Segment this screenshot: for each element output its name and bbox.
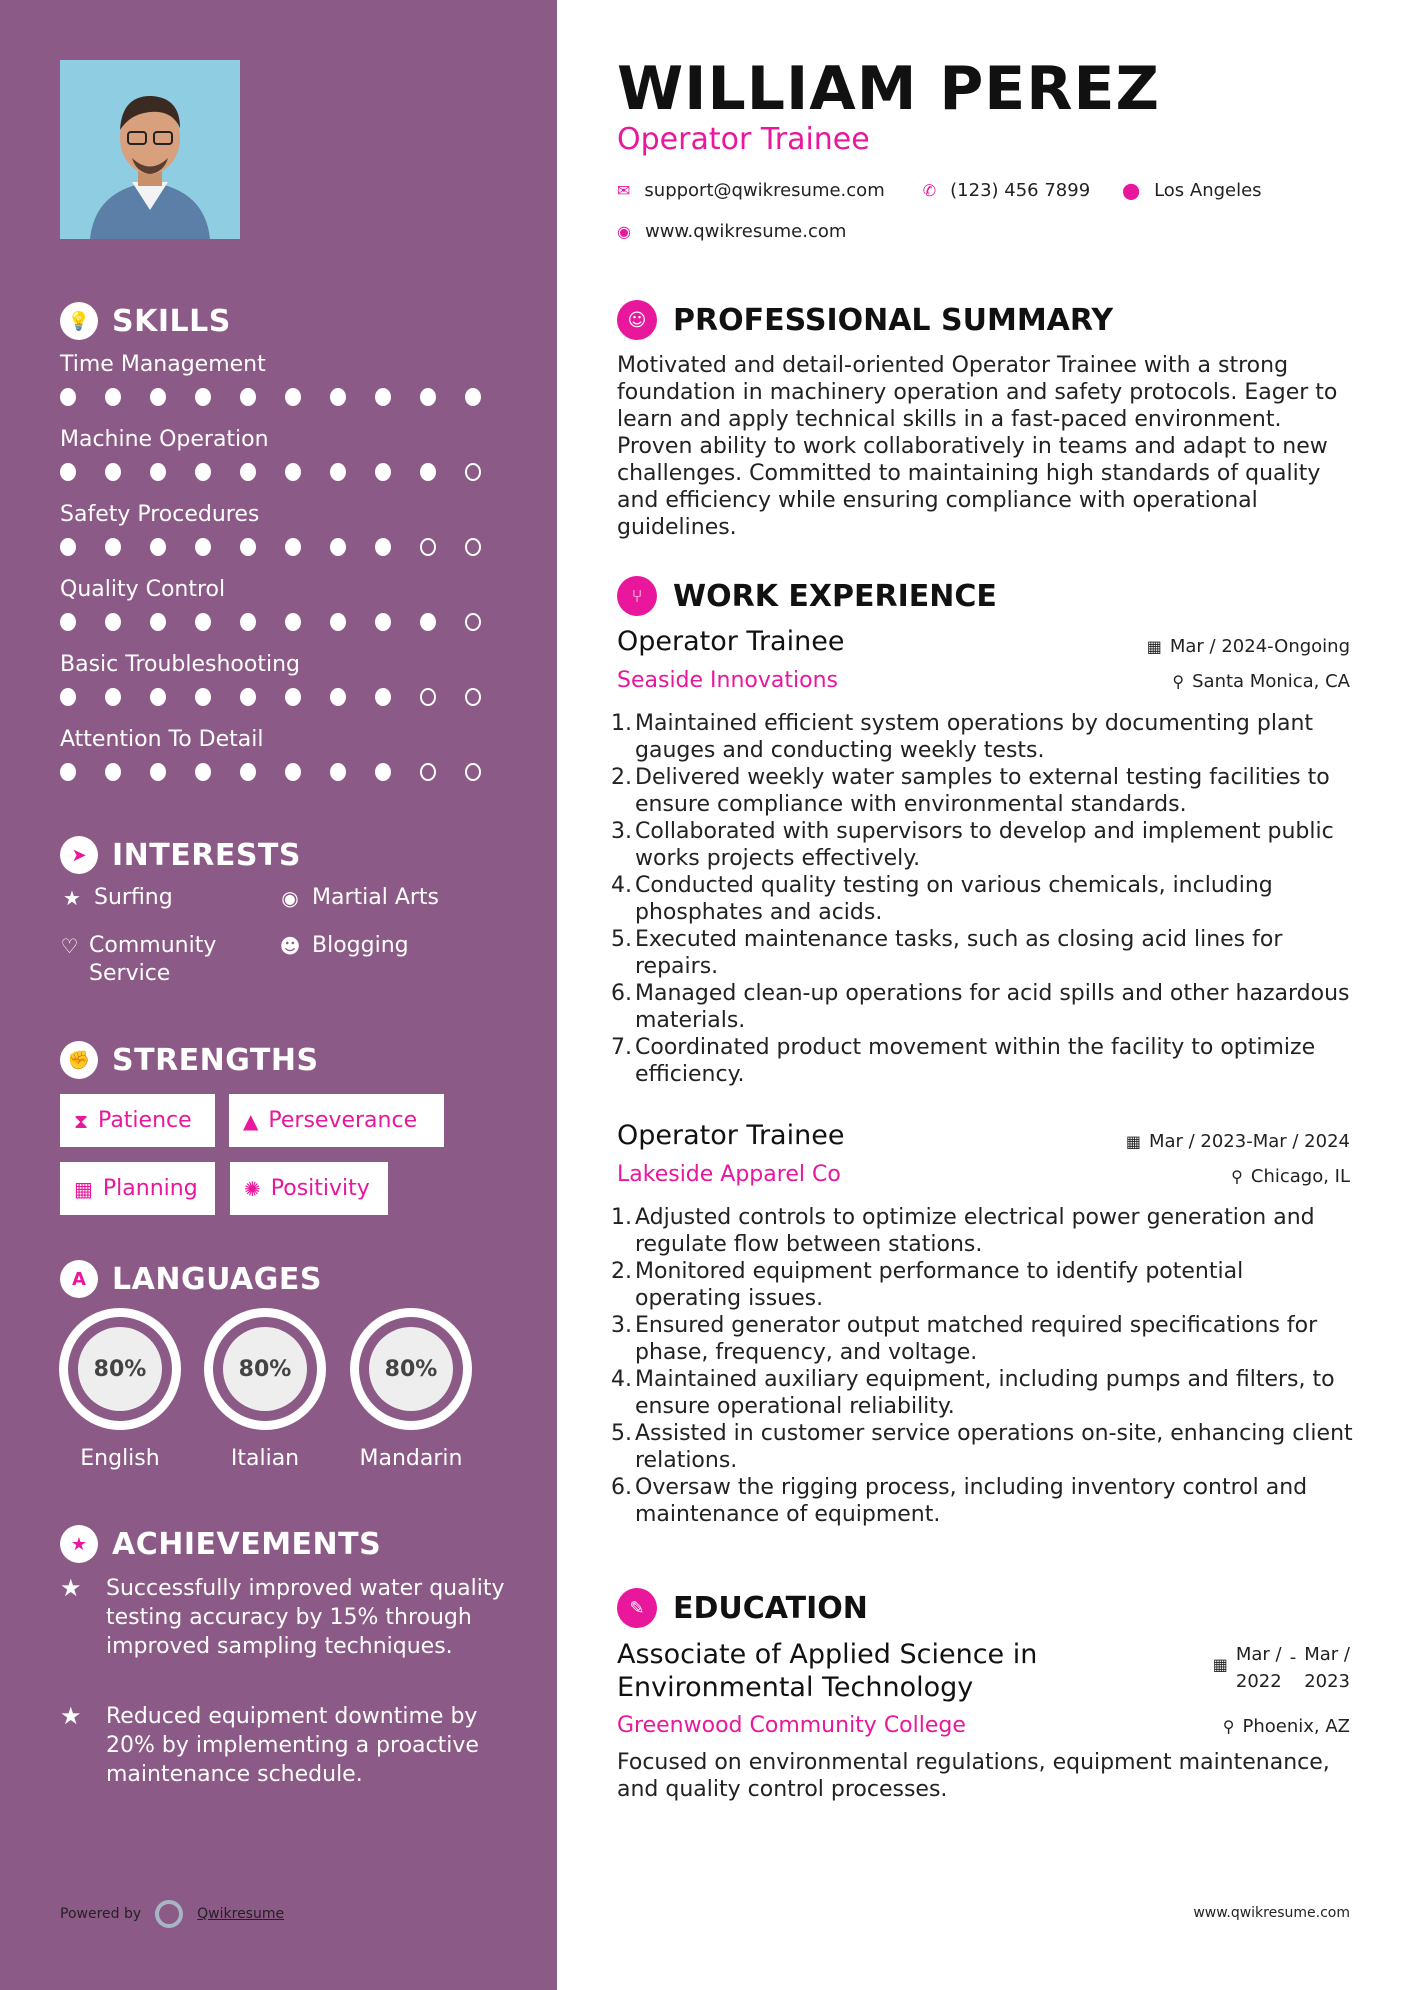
phone-text: (123) 456 7899 <box>950 180 1091 201</box>
qwikresume-link[interactable]: Qwikresume <box>197 1906 285 1922</box>
degree-title: Associate of Applied Science in Environmental Technology <box>617 1639 1038 1703</box>
rating-dot <box>105 388 121 406</box>
list-item: Conducted quality testing on various chemicals, including phosphates and acids. <box>635 873 1273 925</box>
calendar-icon: ▦ <box>1212 1655 1228 1674</box>
rating-dot <box>60 538 76 556</box>
rating-dot <box>195 538 211 556</box>
list-item: Monitored equipment performance to identify potential operating issues. <box>635 1259 1244 1311</box>
job-location: ⚲ Chicago, IL <box>1231 1166 1350 1187</box>
candidate-name: WILLIAM PEREZ <box>617 54 1160 124</box>
list-item: Delivered weekly water samples to external testing facilities to ensure compliance with environmental standards. <box>635 765 1330 817</box>
rating-dot <box>60 613 76 631</box>
list-item: Coordinated product movement within the facility to optimize efficiency. <box>635 1035 1316 1087</box>
job-title: Operator Trainee <box>617 626 845 657</box>
skills-heading: 💡 SKILLS <box>60 302 231 340</box>
rating-dot <box>285 538 301 556</box>
rating-dot <box>285 388 301 406</box>
job-duties <box>635 1204 1355 1528</box>
phone-icon: ✆ <box>922 181 937 200</box>
footer-url[interactable]: www.qwikresume.com <box>1193 1905 1350 1921</box>
user-icon: ☺ <box>617 300 657 340</box>
road-icon: ▲ <box>243 1108 259 1133</box>
rating-dot <box>240 463 256 481</box>
rating-dot <box>330 763 346 781</box>
fist-icon: ✊ <box>60 1041 98 1079</box>
rating-dot <box>330 538 346 556</box>
lightbulb-icon: 💡 <box>60 302 98 340</box>
rating-dot <box>150 763 166 781</box>
calendar-icon: ▦ <box>1146 637 1162 656</box>
qwikresume-logo-icon <box>155 1900 183 1928</box>
rating-dot <box>375 538 391 556</box>
rating-dot <box>150 538 166 556</box>
job-dates: ▦ Mar / 2024-Ongoing <box>1146 636 1350 657</box>
rating-dot <box>285 613 301 631</box>
experience-heading: ⑂ WORK EXPERIENCE <box>617 576 997 616</box>
skill-item <box>60 352 510 406</box>
job-company: Lakeside Apparel Co <box>617 1162 841 1187</box>
language-ring: 80% <box>59 1308 181 1430</box>
language-item: 80% Mandarin <box>350 1308 472 1471</box>
rating-dot <box>465 613 481 631</box>
website-row <box>617 221 846 242</box>
contact-row <box>617 180 1262 201</box>
rating-dot <box>465 388 481 406</box>
rating-dot <box>285 688 301 706</box>
sun-icon: ✺ <box>244 1176 261 1201</box>
skill-rating <box>60 463 510 481</box>
summary-text: Motivated and detail-oriented Operator Trainee with a strong foundation in machinery operation and safety protocols. Eager to learn and apply technical skills in a fast-paced environment. Proven ability to work collaboratively in teams and adapt to new challenges. Committed to maintaining high standards of quality and efficiency while ensuring compliance with operational guidelines. <box>617 353 1338 540</box>
education-location: ⚲ Phoenix, AZ <box>1222 1716 1350 1737</box>
achievements-heading: ★ ACHIEVEMENTS <box>60 1525 381 1563</box>
rating-dot <box>195 463 211 481</box>
strength-tag: ✺ Positivity <box>230 1162 388 1215</box>
skill-item <box>60 727 510 781</box>
interests-heading: ➤ INTERESTS <box>60 836 301 874</box>
handshake-icon: ♡ <box>60 934 79 958</box>
language-icon: A <box>60 1260 98 1298</box>
rating-dot <box>285 463 301 481</box>
rating-dot <box>60 388 76 406</box>
list-item: Assisted in customer service operations on-site, enhancing client relations. <box>635 1421 1353 1473</box>
graduation-icon: ✎ <box>617 1588 657 1628</box>
interest-item: ◉ Martial Arts <box>278 884 439 912</box>
rating-dot <box>105 763 121 781</box>
rating-dot <box>105 613 121 631</box>
strengths-heading: ✊ STRENGTHS <box>60 1041 319 1079</box>
rating-dot <box>195 688 211 706</box>
rating-dot <box>240 538 256 556</box>
shooting-star-icon: ★ <box>60 1702 82 1730</box>
education-heading: ✎ EDUCATION <box>617 1588 868 1628</box>
list-item: Managed clean-up operations for acid spills and other hazardous materials. <box>635 981 1350 1033</box>
rating-dot <box>285 763 301 781</box>
sidebar <box>0 0 557 1990</box>
calendar-icon: ▦ <box>74 1176 93 1201</box>
skill-rating <box>60 388 510 406</box>
rating-dot <box>60 688 76 706</box>
language-ring: 80% <box>350 1308 472 1430</box>
skill-rating <box>60 688 510 706</box>
rating-dot <box>330 463 346 481</box>
users-icon: ☻ <box>279 934 301 958</box>
rating-dot <box>150 688 166 706</box>
job-duties <box>635 710 1355 1088</box>
globe-icon: ◉ <box>617 222 631 241</box>
rating-dot <box>465 463 481 481</box>
strength-tag: ▲ Perseverance <box>229 1094 444 1147</box>
rating-dot <box>420 763 436 781</box>
languages-heading: A LANGUAGES <box>60 1260 322 1298</box>
website-text[interactable]: www.qwikresume.com <box>644 221 847 242</box>
rating-dot <box>375 763 391 781</box>
rating-dot <box>375 463 391 481</box>
list-item: Adjusted controls to optimize electrical power generation and regulate flow between stations. <box>635 1205 1315 1257</box>
rating-dot <box>150 463 166 481</box>
candidate-title: Operator Trainee <box>617 122 870 157</box>
job-dates: ▦ Mar / 2023-Mar / 2024 <box>1125 1131 1350 1152</box>
skill-rating <box>60 763 510 781</box>
job-location: ⚲ Santa Monica, CA <box>1172 671 1350 692</box>
globe-icon: ◉ <box>281 886 299 910</box>
star-badge-icon: ★ <box>60 1525 98 1563</box>
education-dates: ▦ Mar / 2022 - Mar / 2023 <box>1212 1644 1350 1692</box>
skill-name: Machine Operation <box>60 427 269 452</box>
rating-dot <box>150 613 166 631</box>
rating-dot <box>465 763 481 781</box>
rating-dot <box>60 463 76 481</box>
rating-dot <box>240 763 256 781</box>
list-item: Ensured generator output matched required specifications for phase, frequency, and voltage. <box>635 1313 1318 1365</box>
summary-heading: ☺ PROFESSIONAL SUMMARY <box>617 300 1113 340</box>
school-name: Greenwood Community College <box>617 1713 966 1738</box>
education-text: Focused on environmental regulations, equipment maintenance, and quality control processes. <box>617 1750 1330 1802</box>
rating-dot <box>420 688 436 706</box>
location-text: Los Angeles <box>1154 180 1262 201</box>
rating-dot <box>195 388 211 406</box>
achievement-item: ★ Reduced equipment downtime by 20% by implementing a proactive maintenance schedule. <box>60 1702 479 1787</box>
star-icon: ★ <box>63 886 81 910</box>
rating-dot <box>105 538 121 556</box>
language-item: 80% English <box>59 1308 181 1471</box>
pin-icon: ⚲ <box>1172 672 1185 691</box>
chair-icon: ⑂ <box>617 576 657 616</box>
rating-dot <box>375 613 391 631</box>
interest-item: ☻ Blogging <box>279 933 409 958</box>
skill-item <box>60 652 510 706</box>
powered-by: Powered by Qwikresume <box>60 1900 284 1928</box>
interest-item: ★ Surfing <box>60 884 173 912</box>
rating-dot <box>240 688 256 706</box>
list-item: Oversaw the rigging process, including inventory control and maintenance of equipment. <box>635 1475 1308 1527</box>
interest-item: ♡ Community Service <box>60 933 217 986</box>
rating-dot <box>240 613 256 631</box>
paper-plane-icon: ➤ <box>60 836 98 874</box>
job-company: Seaside Innovations <box>617 668 838 693</box>
rating-dot <box>465 688 481 706</box>
rating-dot <box>375 388 391 406</box>
calendar-icon: ▦ <box>1125 1132 1141 1151</box>
achievement-item: ★ Successfully improved water quality testing accuracy by 15% through improved sampling techniques. <box>60 1574 505 1659</box>
skill-rating <box>60 538 510 556</box>
hourglass-icon: ⧗ <box>74 1108 89 1133</box>
rating-dot <box>195 763 211 781</box>
skill-name: Quality Control <box>60 577 226 602</box>
list-item: Maintained efficient system operations by documenting plant gauges and conducting weekly tests. <box>635 711 1314 763</box>
email-icon: ✉ <box>617 181 631 200</box>
skill-rating <box>60 613 510 631</box>
skill-name: Attention To Detail <box>60 727 264 752</box>
rating-dot <box>420 613 436 631</box>
rating-dot <box>420 463 436 481</box>
email-text[interactable]: support@qwikresume.com <box>644 180 885 201</box>
skill-name: Basic Troubleshooting <box>60 652 300 677</box>
rating-dot <box>105 463 121 481</box>
list-item: Executed maintenance tasks, such as closing acid lines for repairs. <box>635 927 1283 979</box>
language-item: 80% Italian <box>204 1308 326 1471</box>
rating-dot <box>330 688 346 706</box>
strength-tag: ▦ Planning <box>60 1162 215 1215</box>
location-pin-icon: ⬤ <box>1122 181 1141 200</box>
skill-name: Safety Procedures <box>60 502 260 527</box>
language-ring: 80% <box>204 1308 326 1430</box>
profile-photo <box>60 60 240 239</box>
job-title: Operator Trainee <box>617 1120 845 1151</box>
rating-dot <box>420 538 436 556</box>
shooting-star-icon: ★ <box>60 1574 82 1602</box>
skill-item <box>60 427 510 481</box>
rating-dot <box>240 388 256 406</box>
rating-dot <box>150 388 166 406</box>
list-item: Collaborated with supervisors to develop and implement public works projects effectively. <box>635 819 1334 871</box>
pin-icon: ⚲ <box>1231 1167 1243 1186</box>
rating-dot <box>195 613 211 631</box>
pin-icon: ⚲ <box>1222 1717 1235 1736</box>
skill-item <box>60 577 510 631</box>
list-item: Maintained auxiliary equipment, including pumps and filters, to ensure operational reliability. <box>635 1367 1335 1419</box>
rating-dot <box>375 688 391 706</box>
skill-name: Time Management <box>60 352 266 377</box>
strength-tag: ⧗ Patience <box>60 1094 215 1147</box>
skill-item <box>60 502 510 556</box>
rating-dot <box>465 538 481 556</box>
rating-dot <box>60 763 76 781</box>
rating-dot <box>420 388 436 406</box>
rating-dot <box>330 388 346 406</box>
rating-dot <box>105 688 121 706</box>
rating-dot <box>330 613 346 631</box>
